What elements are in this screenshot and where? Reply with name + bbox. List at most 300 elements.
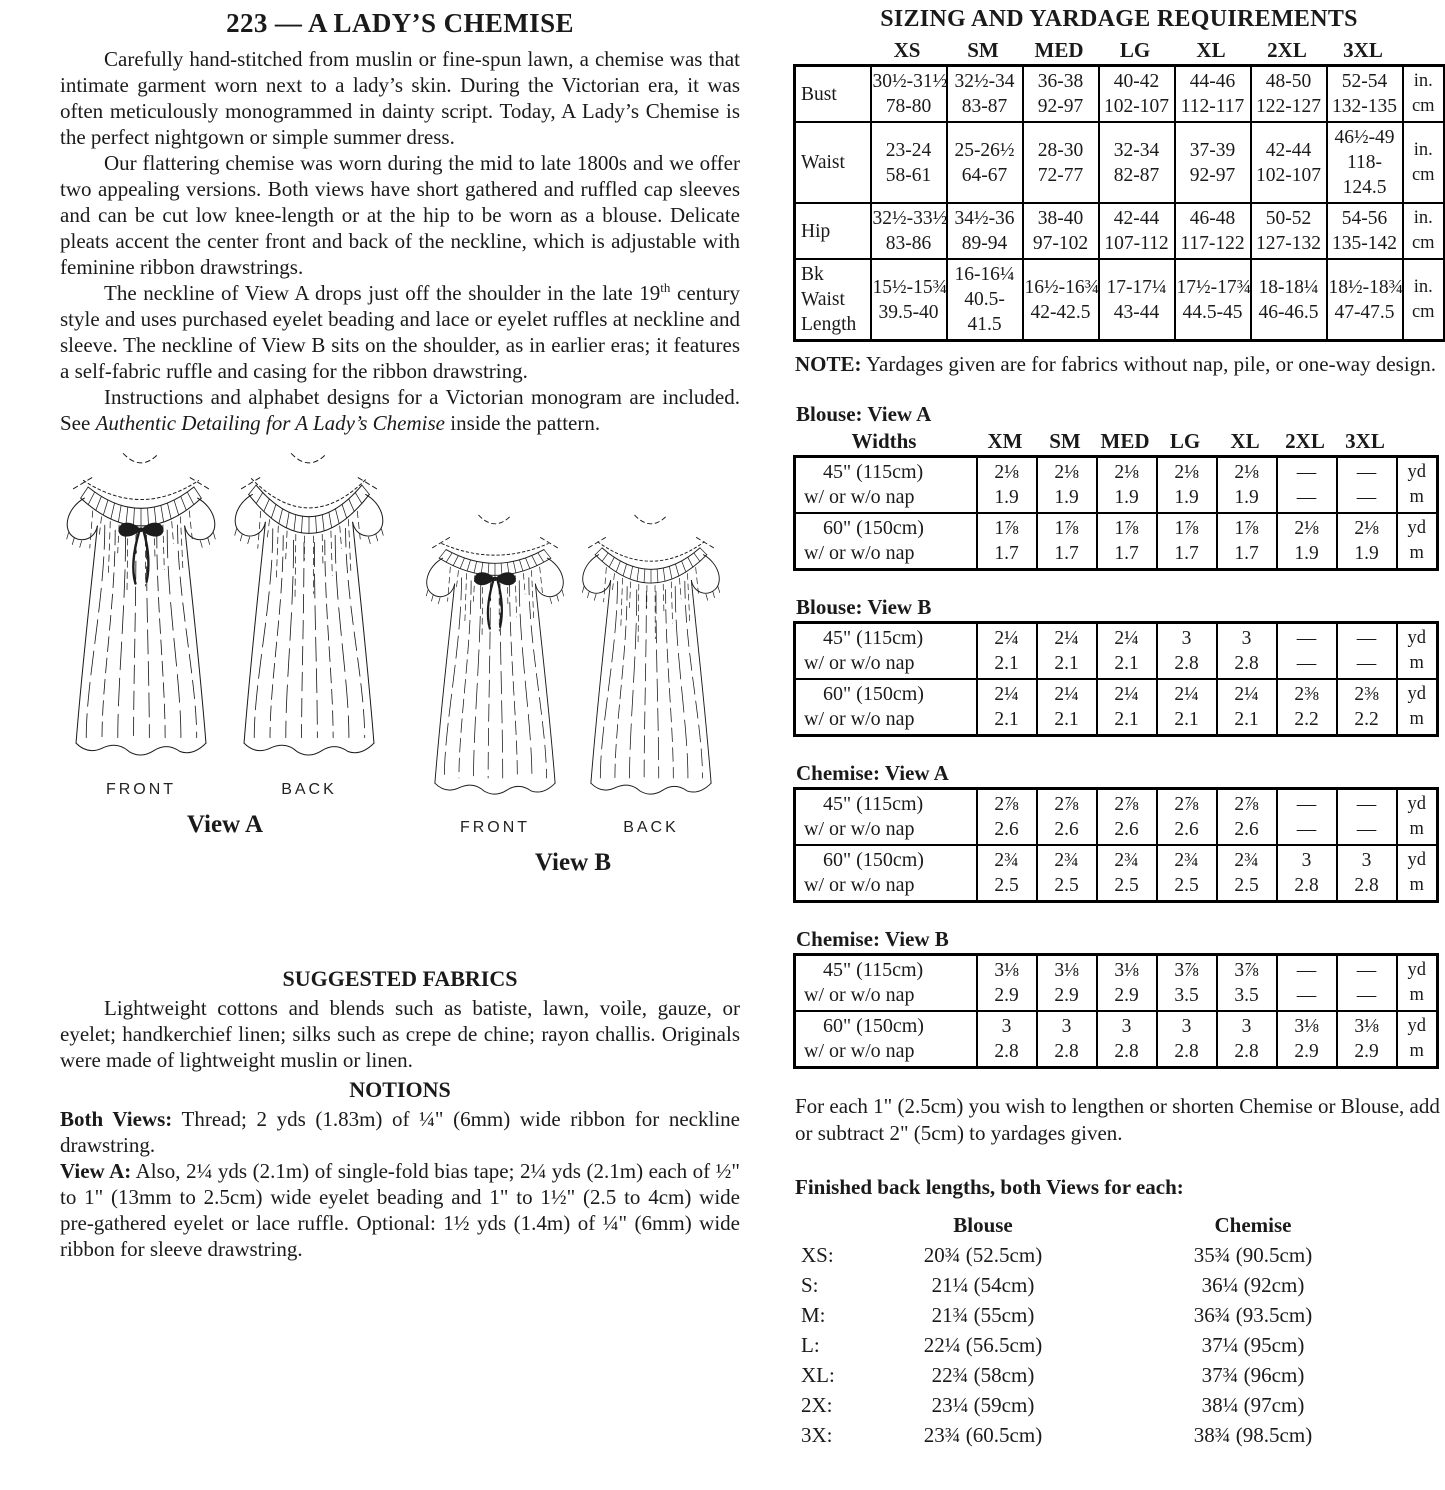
measurement-cell (1175, 203, 1251, 259)
nap-line: w/ or w/o nap (804, 708, 915, 730)
m-value: 1.7 (1174, 543, 1199, 564)
measurement-label (795, 66, 871, 123)
measurement-cell (947, 66, 1023, 123)
size-header: LG (1169, 429, 1201, 453)
unit-cell (1397, 789, 1438, 846)
yd-value: — (1296, 794, 1317, 815)
size-header: 2XL (1285, 429, 1325, 453)
yardage-table-block (793, 401, 1445, 571)
header-spacer (793, 37, 869, 64)
inches-value: 17½-17¾ (1176, 276, 1252, 298)
unit-in: in. (1413, 276, 1433, 297)
fl-blouse-header: Blouse (953, 1213, 1013, 1237)
yardage-table (793, 621, 1439, 737)
fl-size-label: XS: (801, 1243, 834, 1267)
label-line: Length (801, 314, 857, 335)
m-value: 2.1 (994, 709, 1019, 730)
m-value: 2.8 (1354, 875, 1379, 896)
yd-value: 2⅛ (1294, 518, 1319, 539)
m-value: 2.8 (1294, 875, 1319, 896)
yardage-cell (1097, 1011, 1157, 1068)
fl-chemise-value: 38¾ (98.5cm) (1193, 1423, 1313, 1447)
size-header: 2XL (1267, 38, 1307, 62)
fl-size-label: XL: (801, 1363, 835, 1387)
inches-value: 42-44 (1113, 208, 1160, 229)
measurement-cell (1175, 122, 1251, 203)
size-header: MED (1034, 38, 1084, 62)
yardage-table-title: Chemise: View B (796, 927, 949, 951)
nap-line: w/ or w/o nap (804, 486, 915, 508)
cm-value: 83-87 (961, 96, 1008, 117)
notions-view-a (60, 1158, 740, 1262)
unit-cell (1403, 203, 1445, 259)
m-value: 1.9 (1294, 543, 1319, 564)
nap-line: w/ or w/o nap (804, 1040, 915, 1062)
view-b-back-figure (578, 510, 724, 837)
notions-both-views (60, 1106, 740, 1158)
m-value: 2.1 (1114, 653, 1139, 674)
view-b-back-illustration (578, 510, 724, 814)
unit-yd: yd (1407, 960, 1426, 980)
size-header: XM (987, 429, 1023, 453)
yd-value: 3 (1001, 1016, 1012, 1037)
unit-cm: cm (1411, 164, 1435, 185)
measurement-cell (947, 122, 1023, 203)
yd-value: 2⅞ (1114, 794, 1139, 815)
m-value: 2.8 (994, 1041, 1019, 1062)
unit-cell (1403, 66, 1445, 123)
m-value: — (1356, 819, 1377, 840)
m-value: 2.6 (994, 819, 1019, 840)
m-value: 1.9 (1054, 487, 1079, 508)
nap-line: w/ or w/o nap (804, 652, 915, 674)
unit-yd: yd (1407, 684, 1426, 704)
measurement-cell (1175, 259, 1251, 341)
cm-value: 102-107 (1104, 96, 1169, 117)
unit-m: m (1409, 875, 1424, 895)
yardage-cell (1157, 789, 1217, 846)
width-label (795, 623, 977, 680)
nap-line: w/ or w/o nap (804, 542, 915, 564)
sizing-size-headers (793, 37, 1443, 64)
inches-value: 54-56 (1341, 208, 1388, 229)
width-line: 60" (150cm) (823, 849, 924, 871)
intro-paragraph-4 (60, 384, 740, 436)
m-value: 2.6 (1114, 819, 1139, 840)
m-value: — (1356, 487, 1377, 508)
note-label: NOTE: (795, 352, 862, 376)
unit-cell (1397, 679, 1438, 736)
m-value: — (1296, 819, 1317, 840)
cm-value: 132-135 (1332, 96, 1397, 117)
yardage-table-title: Blouse: View B (796, 595, 932, 619)
yardage-cell (1097, 789, 1157, 846)
notions-both-label: Both Views: (60, 1107, 173, 1131)
view-b-group (408, 510, 738, 877)
cm-value: 58-61 (885, 164, 932, 186)
yardage-cell (1337, 1011, 1397, 1068)
yd-value: 2¼ (1174, 684, 1199, 705)
yardage-cell (1037, 623, 1097, 680)
yardage-cell (1097, 623, 1157, 680)
yd-value: 2¾ (1114, 850, 1139, 871)
yd-value: 2⅛ (1234, 462, 1259, 483)
cm-value: 102-107 (1256, 164, 1321, 186)
unit-m: m (1409, 543, 1424, 563)
m-value: 1.9 (1234, 487, 1259, 508)
yd-value: 3 (1361, 850, 1372, 871)
yardage-cell (977, 679, 1037, 736)
measurement-cell (871, 122, 947, 203)
m-value: 2.9 (1354, 1041, 1379, 1062)
view-b-figures (408, 510, 738, 837)
yd-value: 2⅜ (1354, 684, 1379, 705)
measurement-cell (1099, 259, 1175, 341)
yardage-row (795, 789, 1438, 846)
yardage-cell (1097, 845, 1157, 902)
unit-cell (1403, 259, 1445, 341)
yd-value: — (1296, 960, 1317, 981)
sizing-table-body (795, 66, 1445, 341)
yardage-cell (1217, 1011, 1277, 1068)
yd-value: 3⅞ (1174, 960, 1199, 981)
yardage-cell (1217, 513, 1277, 570)
inches-value: 50-52 (1265, 208, 1312, 229)
size-header: XS (893, 38, 921, 62)
measurement-label (795, 203, 871, 259)
m-value: 2.6 (1234, 819, 1259, 840)
header-unit-spacer (1401, 37, 1443, 64)
measurement-cell (1175, 66, 1251, 123)
yardage-cell (1277, 1011, 1337, 1068)
m-value: 2.8 (1054, 1041, 1079, 1062)
yd-value: 3 (1061, 1016, 1072, 1037)
view-a-caption: View A (186, 811, 264, 838)
unit-yd: yd (1407, 628, 1426, 648)
measurement-cell (1023, 66, 1099, 123)
notions-view-a-label: View A: (60, 1159, 132, 1183)
m-value: 3.5 (1174, 985, 1199, 1006)
cm-value: 47-47.5 (1334, 301, 1395, 323)
measurement-cell (871, 66, 947, 123)
m-value: 2.8 (1174, 653, 1199, 674)
view-b-caption: View B (534, 849, 612, 876)
inches-value: 36-38 (1037, 71, 1084, 92)
m-value: 1.7 (994, 543, 1019, 564)
yardage-cell (977, 845, 1037, 902)
unit-m: m (1409, 653, 1424, 673)
yardage-cell (1217, 789, 1277, 846)
width-label (795, 789, 977, 846)
m-value: 2.8 (1234, 653, 1259, 674)
view-a-back-illustration (230, 448, 388, 776)
width-line: 60" (150cm) (823, 517, 924, 539)
gown-drawing (578, 510, 724, 809)
cm-value: 72-77 (1037, 164, 1084, 186)
sizing-row (795, 122, 1445, 203)
page-title: 223 — A LADY’S CHEMISE (226, 8, 574, 38)
cm-value: 97-102 (1032, 233, 1089, 254)
yardage-cell (1037, 513, 1097, 570)
yardage-table-block (793, 926, 1445, 1069)
yardage-cell (1097, 457, 1157, 514)
measurement-cell (1023, 122, 1099, 203)
yd-value: 3⅛ (1114, 960, 1139, 981)
sizing-table (793, 64, 1445, 342)
width-label (795, 845, 977, 902)
cm-value: 112-117 (1180, 96, 1245, 117)
width-line: 45" (115cm) (823, 793, 924, 815)
yd-value: 2¼ (1114, 684, 1139, 705)
unit-cell (1397, 845, 1438, 902)
yd-value: 1⅞ (1114, 518, 1139, 539)
m-value: — (1356, 985, 1377, 1006)
width-line: 45" (115cm) (823, 461, 924, 483)
yd-value: 3⅛ (1054, 960, 1079, 981)
inches-value: 30½-31½ (872, 71, 948, 92)
notions-heading: NOTIONS (349, 1077, 451, 1102)
yd-value: 2¾ (1174, 850, 1199, 871)
m-value: — (1296, 985, 1317, 1006)
garment-illustrations (60, 448, 740, 956)
measurement-cell (947, 259, 1023, 341)
yardage-table-title: Blouse: View A (796, 402, 932, 426)
yd-value: 1⅞ (1234, 518, 1259, 539)
cm-value: 127-132 (1256, 233, 1321, 254)
paragraph-text: century style and uses purchased eyelet beading and lace or eyelet ruffles at neckline and sleeve. The neckline of View B sits on the shoulder, as in earlier eras; it features a self-fabric ruffle and casing for the ribbon drawstring. (60, 281, 740, 383)
yd-value: 2⅛ (1114, 462, 1139, 483)
fl-chemise-value: 38¼ (97cm) (1201, 1393, 1305, 1417)
inches-value: 17-17¼ (1106, 276, 1167, 298)
yardage-cell (1157, 457, 1217, 514)
unit-cell (1403, 122, 1445, 203)
yd-value: 3⅞ (1234, 960, 1259, 981)
m-value: — (1296, 487, 1317, 508)
inches-value: 37-39 (1189, 139, 1236, 161)
yd-value: — (1296, 462, 1317, 483)
cm-value: 40.5-41.5 (964, 289, 1005, 335)
yd-value: 2⅛ (1354, 518, 1379, 539)
yardage-cell (1337, 679, 1397, 736)
paragraph-text: The neckline of View A drops just off the shoulder in the late 19 (104, 281, 661, 305)
fl-size-label: 2X: (801, 1393, 833, 1417)
nap-line: w/ or w/o nap (804, 818, 915, 840)
yardage-cell (1037, 457, 1097, 514)
fl-blouse-value: 21¼ (54cm) (931, 1273, 1035, 1297)
unit-cm: cm (1411, 233, 1435, 253)
yardage-cell (1097, 679, 1157, 736)
yardage-cell (1157, 679, 1217, 736)
view-a-front-figure (62, 448, 220, 799)
cm-value: 135-142 (1332, 233, 1397, 254)
size-header: SM (967, 38, 999, 62)
gown-drawing (230, 448, 388, 771)
yardage-cell (1217, 679, 1277, 736)
measurement-cell (1023, 203, 1099, 259)
finished-lengths-list (799, 1210, 1445, 1450)
yd-value: 2¼ (1054, 628, 1079, 649)
fl-size-label: M: (801, 1303, 826, 1327)
width-line: 60" (150cm) (823, 1015, 924, 1037)
label-line: Bk Waist (801, 264, 845, 310)
yardage-cell (1217, 955, 1277, 1012)
m-value: 2.5 (994, 875, 1019, 896)
cm-value: 43-44 (1113, 301, 1160, 323)
measurement-cell (1099, 122, 1175, 203)
yd-value: 3 (1181, 628, 1192, 649)
yardage-cell (977, 955, 1037, 1012)
note-text: Yardages given are for fabrics without nap, pile, or one-way design. (861, 352, 1436, 376)
yardage-row (795, 955, 1438, 1012)
yd-value: 1⅞ (994, 518, 1019, 539)
figure-label: FRONT (459, 819, 531, 836)
yd-value: 2¾ (1234, 850, 1259, 871)
fl-size-label: S: (801, 1273, 819, 1297)
yardage-size-headers (793, 428, 1436, 455)
m-value: — (1356, 653, 1377, 674)
unit-m: m (1409, 487, 1424, 507)
yardage-cell (1277, 955, 1337, 1012)
m-value: 1.7 (1234, 543, 1259, 564)
cm-value: 44.5-45 (1182, 301, 1243, 323)
m-value: 2.8 (1114, 1041, 1139, 1062)
yardage-cell (1277, 513, 1337, 570)
notions-both-text: Thread; 2 yds (1.83m) of ¼" (6mm) wide ribbon for neckline drawstring. (60, 1107, 740, 1157)
m-value: 2.1 (994, 653, 1019, 674)
yd-value: 2¼ (1054, 684, 1079, 705)
measurement-cell (947, 203, 1023, 259)
inches-value: 44-46 (1189, 71, 1236, 92)
sizing-row (795, 259, 1445, 341)
size-header: MED (1100, 429, 1150, 453)
size-header: XL (1196, 38, 1226, 62)
width-label (795, 1011, 977, 1068)
yardage-cell (1157, 513, 1217, 570)
figure-label: FRONT (105, 781, 177, 798)
yd-value: 2¼ (994, 628, 1019, 649)
fl-size-label: 3X: (801, 1423, 833, 1447)
intro-paragraph-1: Carefully hand-stitched from muslin or fine-spun lawn, a chemise was that intimate garment worn next to a lady’s skin. During the Victorian era, it was often meticulously monogrammed in dainty script. Today, A Lady’s Chemise is the perfect nightgown or simple summer dress. (60, 47, 740, 149)
unit-cell (1397, 513, 1438, 570)
yardage-table-block (793, 594, 1445, 737)
unit-cm: cm (1411, 96, 1435, 116)
yd-value: 3 (1241, 628, 1252, 649)
yd-value: — (1356, 462, 1377, 483)
fl-blouse-value: 23¼ (59cm) (931, 1393, 1035, 1417)
fl-blouse-value: 20¾ (52.5cm) (923, 1243, 1043, 1267)
ordinal-superscript: th (660, 280, 671, 295)
yardage-cell (1337, 845, 1397, 902)
cm-value: 107-112 (1104, 233, 1169, 254)
nap-line: w/ or w/o nap (804, 984, 915, 1006)
yardage-cell (977, 513, 1037, 570)
yardage-cell (1097, 955, 1157, 1012)
m-value: 1.7 (1114, 543, 1139, 564)
yardage-row (795, 513, 1438, 570)
yd-value: 2¾ (994, 850, 1019, 871)
width-line: 45" (115cm) (823, 959, 924, 981)
inches-value: 40-42 (1113, 71, 1160, 92)
yd-value: 2⅞ (1234, 794, 1259, 815)
unit-cell (1397, 955, 1438, 1012)
m-value: 2.1 (1174, 709, 1199, 730)
yardage-cell (1277, 845, 1337, 902)
header-unit-spacer (1395, 428, 1436, 455)
yardage-cell (1217, 457, 1277, 514)
yardage-cell (1037, 1011, 1097, 1068)
measurement-label (795, 122, 871, 203)
yardage-cell (1157, 845, 1217, 902)
m-value: 2.9 (1054, 985, 1079, 1006)
yd-value: 3 (1301, 850, 1312, 871)
measurement-cell (871, 259, 947, 341)
unit-cell (1397, 1011, 1438, 1068)
m-value: 2.8 (1234, 1041, 1259, 1062)
inches-value: 16½-16¾ (1024, 276, 1100, 298)
unit-yd: yd (1407, 794, 1426, 814)
inches-value: 16-16¼ (954, 264, 1015, 285)
gown-drawing (422, 510, 568, 809)
width-label (795, 513, 977, 570)
unit-yd: yd (1407, 462, 1426, 482)
unit-m: m (1409, 985, 1424, 1005)
sizing-section-title: SIZING AND YARDAGE REQUIREMENTS (880, 6, 1358, 32)
yardage-table (793, 455, 1439, 571)
figure-label: BACK (623, 819, 679, 836)
yardage-cell (1277, 679, 1337, 736)
unit-yd: yd (1407, 850, 1426, 870)
fl-chemise-value: 35¾ (90.5cm) (1193, 1243, 1313, 1267)
view-a-figures (60, 448, 390, 799)
cm-value: 89-94 (961, 233, 1008, 254)
measurement-cell (1327, 203, 1403, 259)
unit-yd: yd (1407, 1016, 1426, 1036)
m-value: 2.1 (1054, 709, 1079, 730)
inches-value: 34½-36 (954, 208, 1015, 229)
yd-value: 3 (1181, 1016, 1192, 1037)
yardage-cell (1157, 1011, 1217, 1068)
cm-value: 64-67 (961, 164, 1008, 186)
yardage-cell (1337, 513, 1397, 570)
fl-chemise-value: 36¾ (93.5cm) (1193, 1303, 1313, 1327)
label-line: Hip (801, 220, 831, 242)
m-value: 2.5 (1234, 875, 1259, 896)
yardage-body (795, 623, 1438, 736)
width-label (795, 955, 977, 1012)
sizing-row (795, 66, 1445, 123)
yd-value: 3 (1241, 1016, 1252, 1037)
measurement-cell (1251, 122, 1327, 203)
unit-m: m (1409, 819, 1424, 839)
yardage-table (793, 953, 1439, 1069)
m-value: 2.5 (1114, 875, 1139, 896)
fl-blouse-value: 23¾ (60.5cm) (923, 1423, 1043, 1447)
lengthen-shorten-note: For each 1" (2.5cm) you wish to lengthen or shorten Chemise or Blouse, add or subtract 2" (5cm) to yardages given. (795, 1094, 1440, 1145)
yardage-cell (1097, 513, 1157, 570)
yardage-cell (977, 789, 1037, 846)
widths-header: Widths (851, 429, 917, 453)
unit-m: m (1409, 709, 1424, 729)
m-value: 2.2 (1354, 709, 1379, 730)
yd-value: 2⅞ (1174, 794, 1199, 815)
yd-value: — (1356, 960, 1377, 981)
yd-value: — (1356, 794, 1377, 815)
cm-value: 83-86 (885, 233, 932, 254)
m-value: 2.5 (1174, 875, 1199, 896)
unit-cell (1397, 457, 1438, 514)
yd-value: 2⅜ (1294, 684, 1319, 705)
inches-value: 28-30 (1037, 139, 1084, 161)
